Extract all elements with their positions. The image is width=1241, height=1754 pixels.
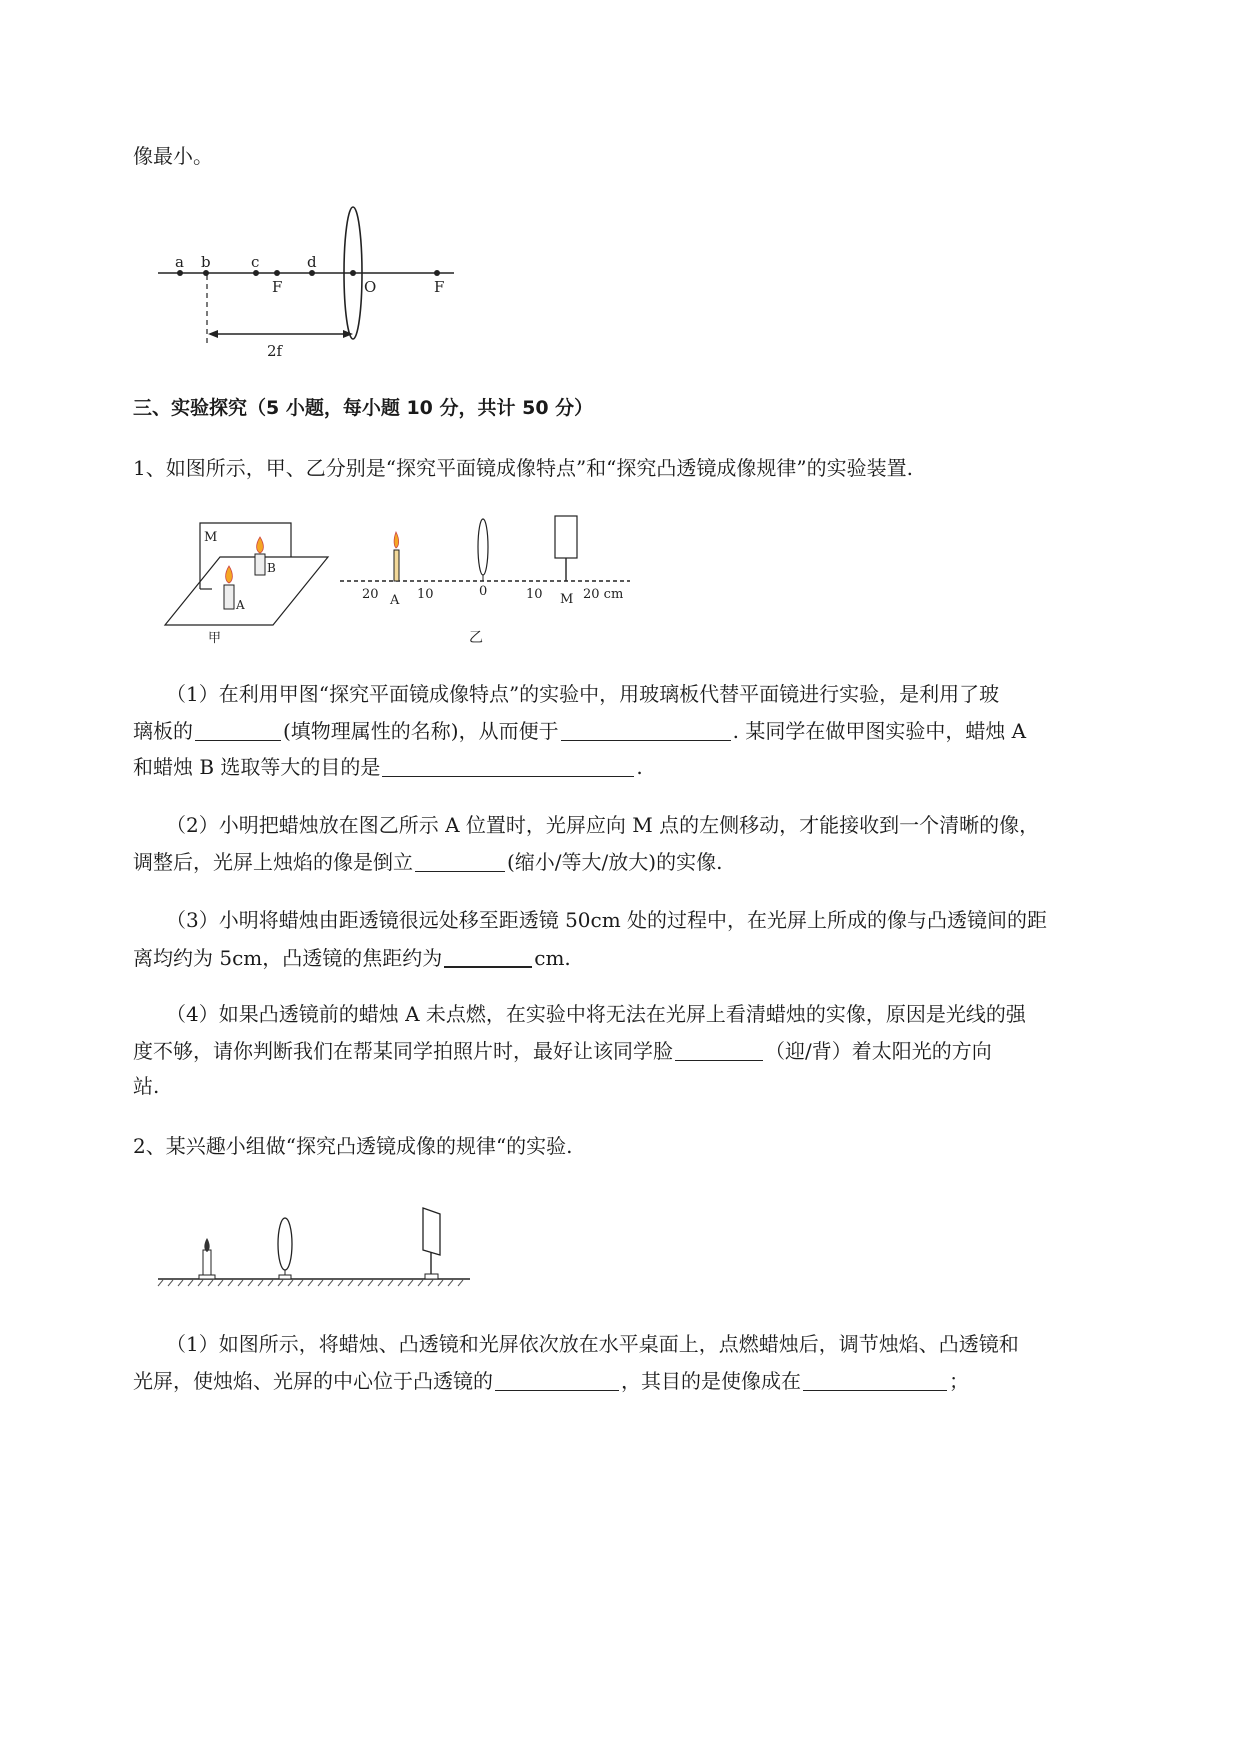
answer-blank-4[interactable] — [415, 851, 505, 872]
q1-part4-text-a: 度不够，请你判断我们在帮某同学拍照片时，最好让该同学脸 — [133, 1039, 673, 1063]
section-heading: 三、实验探究（5 小题，每小题 10 分，共计 50 分） — [133, 397, 594, 419]
q1-stem: 1、如图所示，甲、乙分别是“探究平面镜成像特点”和“探究凸透镜成像规律”的实验装置. — [133, 456, 913, 480]
point-d-label: d — [307, 253, 317, 271]
q1-part1-text-d: 和蜡烛 B 选取等大的目的是 — [133, 755, 381, 779]
answer-blank-6[interactable] — [675, 1040, 763, 1061]
dimension-2f-label: 2f — [267, 342, 283, 360]
focus-right-label: F — [434, 278, 445, 296]
lens-diagram — [150, 200, 470, 370]
tick-20-left: 20 — [362, 587, 379, 602]
q1-part1-line2 — [133, 720, 1026, 741]
q1-part3-line2 — [133, 946, 571, 968]
point-a-label: a — [175, 253, 184, 271]
q1-part2-line1: （2）小明把蜡烛放在图乙所示 A 位置时，光屏应向 M 点的左侧移动，才能接收到一个清晰的像， — [166, 813, 1040, 837]
answer-blank-2[interactable] — [561, 720, 731, 741]
candle-b-label: B — [267, 561, 276, 575]
lens-bench-figure — [338, 510, 638, 650]
tick-20cm-right: 20 cm — [583, 587, 624, 602]
q1-part2-line2 — [133, 851, 722, 872]
optical-center-label: O — [364, 278, 377, 296]
point-c-label: c — [251, 253, 260, 271]
q2-part1-line1: （1）如图所示，将蜡烛、凸透镜和光屏依次放在水平桌面上，点燃蜡烛后，调节烛焰、凸透镜和 — [166, 1332, 1019, 1356]
q1-part4-line2 — [133, 1040, 992, 1061]
q1-part3-line1: （3）小明将蜡烛由距透镜很远处移至距透镜 50cm 处的过程中，在光屏上所成的像与凸透镜间的距 — [166, 908, 1048, 932]
q2-part1-text-b: ，其目的是使像成在 — [621, 1369, 801, 1393]
q1-part2-text-b: (缩小/等大/放大)的实像. — [507, 850, 723, 874]
q1-part1-text-c: . 某同学在做甲图实验中，蜡烛 A — [732, 719, 1027, 743]
figure-jia-caption: 甲 — [208, 631, 222, 646]
q1-part1-line3 — [133, 756, 643, 777]
q1-part4-line3: 站. — [133, 1074, 160, 1098]
q1-part1-line1: （1）在利用甲图“探究平面镜成像特点”的实验中，用玻璃板代替平面镜进行实验，是利用了玻 — [166, 682, 1000, 706]
tick-0: 0 — [479, 584, 488, 599]
figure-yi-caption: 乙 — [469, 630, 483, 646]
q2-stem: 2、某兴趣小组做“探究凸透镜成像的规律“的实验. — [133, 1134, 573, 1158]
tick-m-label: M — [560, 592, 574, 607]
plane-mirror-figure — [160, 515, 335, 650]
answer-blank-8[interactable] — [803, 1370, 947, 1391]
tick-10-left: 10 — [417, 587, 434, 602]
tick-a-label: A — [390, 593, 400, 608]
q1-part1-text-e: . — [636, 755, 643, 779]
q1-part1-text-b: (填物理属性的名称)，从而便于 — [283, 719, 559, 743]
optical-bench-figure — [155, 1200, 480, 1295]
answer-blank-7[interactable] — [495, 1370, 619, 1391]
tick-10-right: 10 — [526, 587, 543, 602]
q2-part1-text-c: ； — [949, 1369, 969, 1393]
q1-part2-text-a: 调整后，光屏上烛焰的像是倒立 — [133, 850, 413, 874]
q2-part1-line2 — [133, 1370, 969, 1391]
q1-part3-text-a: 离均约为 5cm，凸透镜的焦距约为 — [133, 946, 443, 970]
point-b-label: b — [201, 253, 211, 271]
q1-part1-text-a: 璃板的 — [133, 719, 193, 743]
answer-blank-1[interactable] — [195, 720, 281, 741]
q1-part4-line1: （4）如果凸透镜前的蜡烛 A 未点燃，在实验中将无法在光屏上看清蜡烛的实像，原因是光线的强 — [166, 1002, 1026, 1026]
mirror-label: M — [204, 530, 218, 545]
candle-a-label: A — [236, 598, 245, 612]
answer-blank-3[interactable] — [382, 756, 634, 777]
q1-part4-text-b: （迎/背）着太阳光的方向 — [765, 1039, 992, 1063]
focus-left-label: F — [272, 278, 283, 296]
answer-blank-5[interactable] — [444, 946, 532, 968]
body-text-top: 像最小。 — [133, 144, 213, 168]
q2-part1-text-a: 光屏，使烛焰、光屏的中心位于凸透镜的 — [133, 1369, 493, 1393]
q1-part3-text-b: cm. — [534, 946, 571, 970]
